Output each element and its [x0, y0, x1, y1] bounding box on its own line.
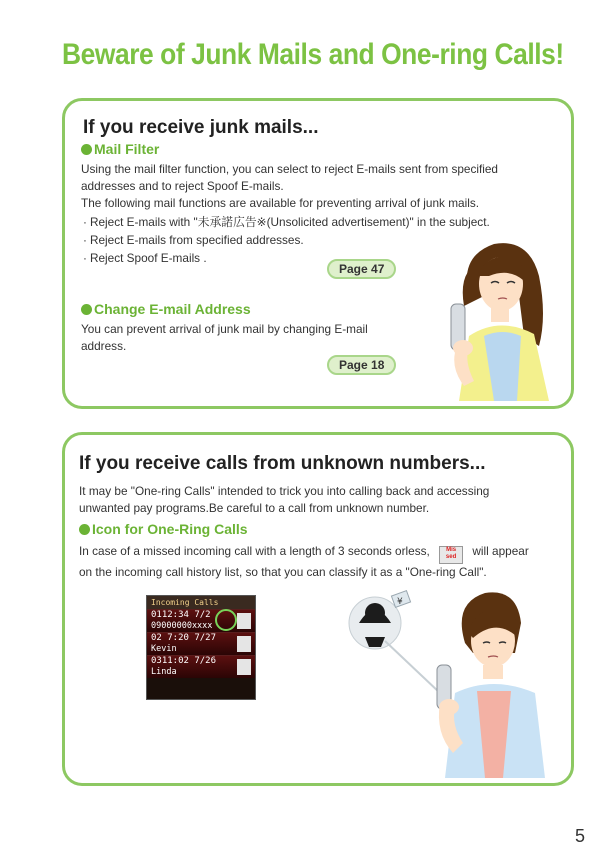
- incoming-calls-screen: [146, 595, 256, 700]
- change-address-subhead: Change E-mail Address: [81, 301, 251, 317]
- junk-mail-panel: [62, 98, 574, 409]
- bullet-icon: [81, 304, 92, 315]
- page-title: Beware of Junk Mails and One-ring Calls!: [62, 38, 564, 71]
- page-number: 5: [574, 826, 585, 846]
- call-history-row[interactable]: 0112:34 7/2 09000000xxxx: [147, 609, 255, 632]
- contact-icon: [237, 659, 251, 675]
- list-item: · Reject Spoof E-mails .: [83, 249, 490, 267]
- call-history-row[interactable]: 0311:02 7/26 Linda: [147, 655, 255, 678]
- woman-with-phone-illustration: [429, 236, 559, 401]
- page-18-link[interactable]: Page 18: [327, 355, 396, 375]
- man-with-phone-illustration: [345, 583, 545, 778]
- junk-mail-heading: If you receive junk mails...: [83, 117, 319, 138]
- one-ring-icon-text: In case of a missed incoming call with a length of 3 seconds orless, Mis sed will appear on the incoming call history list, so that you can classify it as a "One-ring Call".: [79, 544, 529, 579]
- unknown-calls-panel: [62, 432, 574, 786]
- call-history-row[interactable]: 02 7:20 7/27 Kevin: [147, 632, 255, 655]
- one-ring-icon-subhead: Icon for One-Ring Calls: [79, 521, 248, 537]
- missed-call-icon: Mis sed: [439, 546, 463, 564]
- contact-icon: [237, 636, 251, 652]
- unknown-calls-heading: If you receive calls from unknown numbers...: [79, 453, 486, 474]
- list-item: · Reject E-mails with "未承諾広告※(Unsolicited advertisement)" in the subject.: [83, 213, 490, 231]
- list-item: · Reject E-mails from specified addresses.: [83, 231, 490, 249]
- page-47-link[interactable]: Page 47: [327, 259, 396, 279]
- mail-filter-text: Using the mail filter function, you can select to reject E-mails sent from specified addresses and to reject Spoof E-mails. The following mail functions are available for preventing arrival of junk mails.: [81, 162, 498, 210]
- bullet-icon: [79, 524, 90, 535]
- highlight-circle-icon: [215, 609, 237, 631]
- mail-filter-subhead: Mail Filter: [81, 141, 159, 157]
- change-address-text: You can prevent arrival of junk mail by changing E-mail address.: [81, 322, 368, 353]
- one-ring-warning-text: It may be "One-ring Calls" intended to trick you into calling back and accessing unwanted pay programs.Be careful to a call from unknown number.: [79, 484, 490, 515]
- bullet-icon: [81, 144, 92, 155]
- yen-sign: ¥: [397, 597, 403, 607]
- missed-call-icon: [237, 613, 251, 629]
- incoming-calls-header: Incoming Calls: [147, 596, 255, 609]
